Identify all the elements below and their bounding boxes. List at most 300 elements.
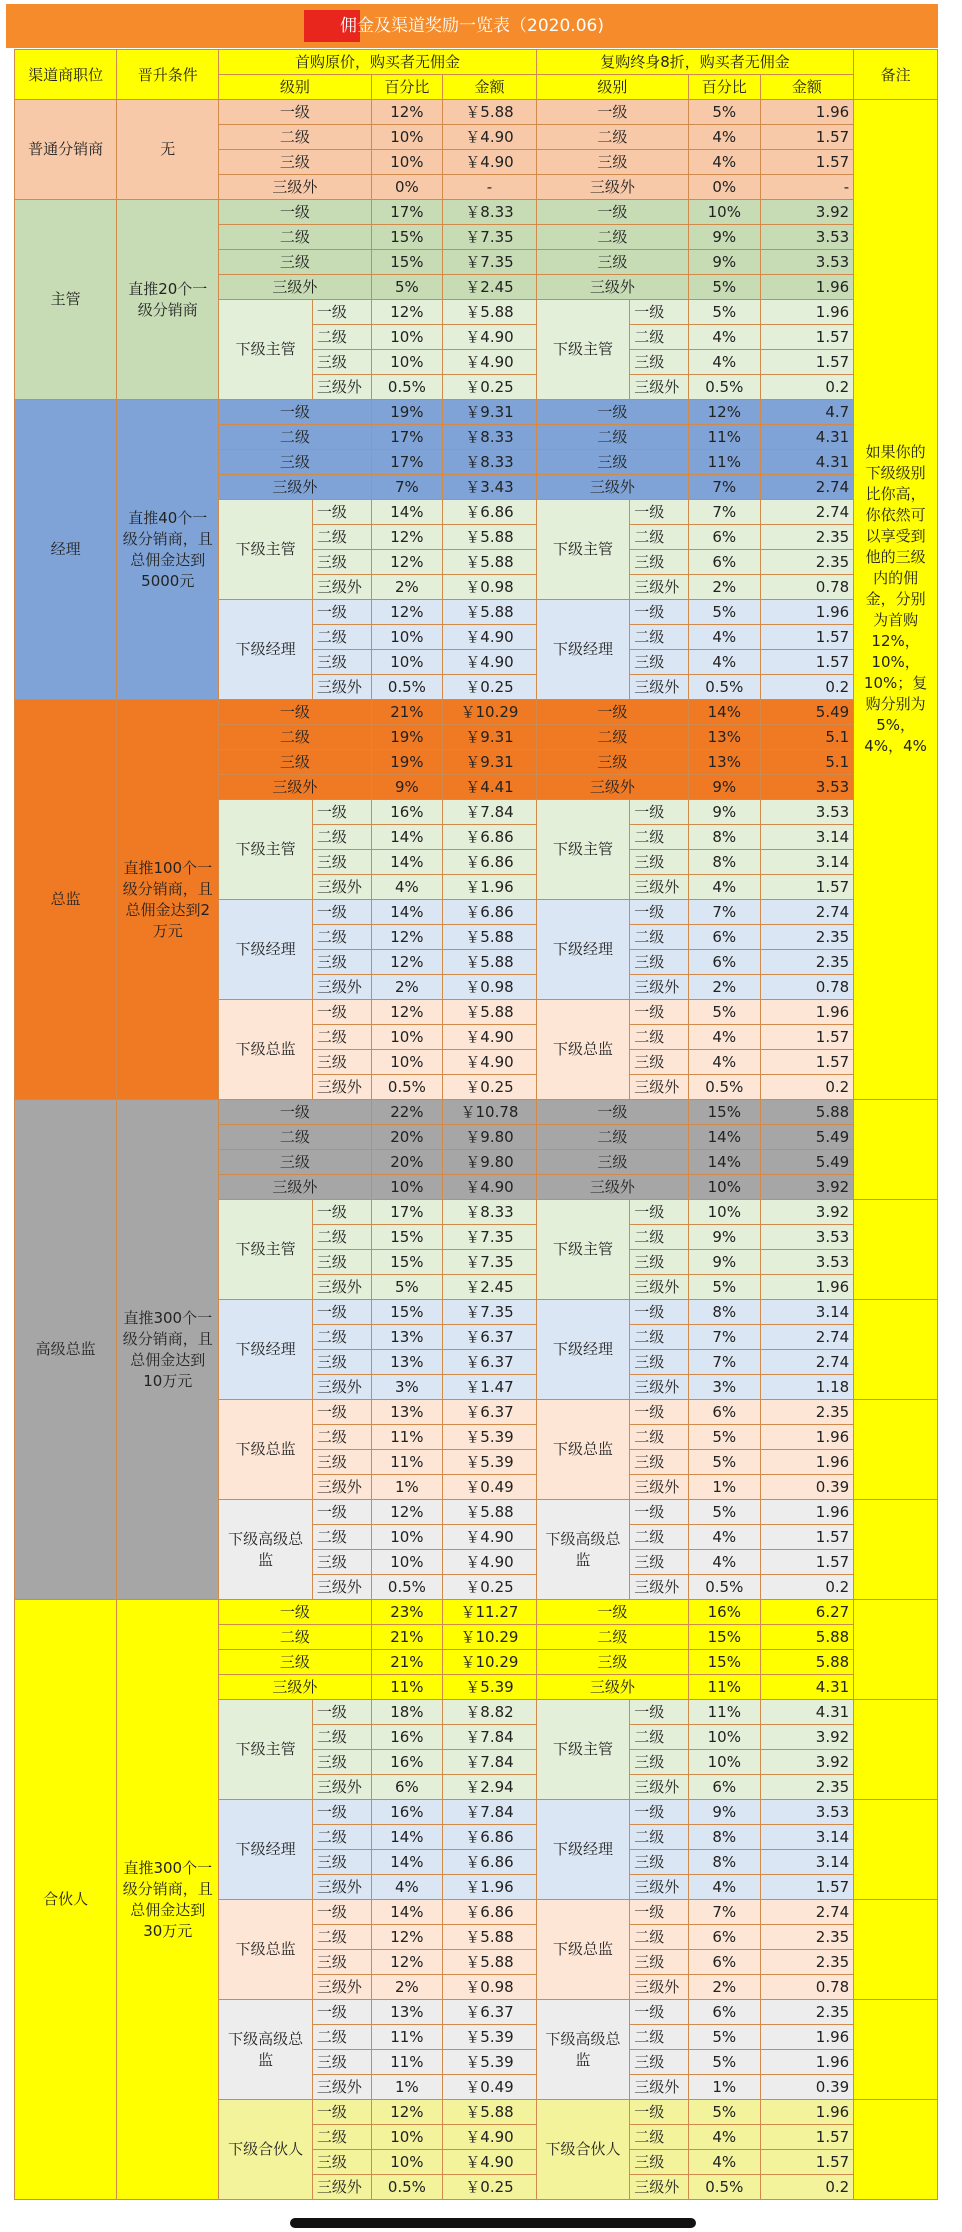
percent-cell: 5% [688, 275, 760, 300]
level-cell: 二级 [219, 425, 371, 450]
percent-cell: 7% [688, 1900, 760, 1925]
percent-cell: 10% [371, 1550, 443, 1575]
percent-cell: 21% [371, 1650, 443, 1675]
percent-cell: 11% [371, 1675, 443, 1700]
level-cell: 三级外 [219, 1175, 371, 1200]
amount-cell: ￥10.78 [443, 1100, 537, 1125]
percent-cell: 7% [371, 475, 443, 500]
percent-cell: 0.5% [688, 1075, 760, 1100]
percent-cell: 4% [688, 125, 760, 150]
percent-cell: 7% [688, 1325, 760, 1350]
amount-cell: ￥7.84 [443, 1750, 537, 1775]
level-cell: 三级 [630, 650, 689, 675]
header-amount-first: 金额 [443, 75, 537, 100]
amount-cell: 1.96 [760, 1450, 854, 1475]
percent-cell: 13% [371, 2000, 443, 2025]
amount-cell: ￥0.25 [443, 375, 537, 400]
percent-cell: 10% [688, 200, 760, 225]
percent-cell: 10% [371, 2125, 443, 2150]
level-cell: 二级 [312, 525, 371, 550]
amount-cell: 3.14 [760, 1850, 854, 1875]
percent-cell: 12% [371, 1950, 443, 1975]
amount-cell: 1.96 [760, 2050, 854, 2075]
amount-cell: ￥7.35 [443, 1250, 537, 1275]
percent-cell: 0.5% [371, 675, 443, 700]
level-cell: 三级 [536, 450, 688, 475]
level-cell: 三级外 [630, 1875, 689, 1900]
sub-level-label: 下级总监 [219, 1400, 312, 1500]
amount-cell: 1.57 [760, 125, 854, 150]
percent-cell: 4% [688, 1050, 760, 1075]
level-cell: 一级 [630, 300, 689, 325]
promotion-condition: 直推300个一级分销商，且总佣金达到30万元 [117, 1600, 219, 2200]
level-cell: 二级 [536, 425, 688, 450]
amount-cell: ￥4.41 [443, 775, 537, 800]
percent-cell: 13% [371, 1350, 443, 1375]
percent-cell: 11% [371, 2050, 443, 2075]
amount-cell: 3.14 [760, 1300, 854, 1325]
channel-name: 普通分销商 [15, 100, 117, 200]
level-cell: 一级 [219, 1100, 371, 1125]
amount-cell: 1.57 [760, 2125, 854, 2150]
percent-cell: 14% [371, 1900, 443, 1925]
level-cell: 一级 [219, 100, 371, 125]
percent-cell: 13% [688, 725, 760, 750]
level-cell: 二级 [630, 1725, 689, 1750]
percent-cell: 14% [688, 1150, 760, 1175]
level-cell: 二级 [630, 1425, 689, 1450]
amount-cell: 2.74 [760, 1350, 854, 1375]
amount-cell: ￥2.45 [443, 1275, 537, 1300]
level-cell: 三级外 [312, 1475, 371, 1500]
amount-cell: ￥0.49 [443, 1475, 537, 1500]
percent-cell: 4% [688, 1525, 760, 1550]
percent-cell: 7% [688, 900, 760, 925]
amount-cell: 3.14 [760, 825, 854, 850]
sub-level-label: 下级高级总监 [219, 2000, 312, 2100]
amount-cell: ￥6.86 [443, 500, 537, 525]
amount-cell: ￥0.25 [443, 1075, 537, 1100]
promotion-condition: 直推300个一级分销商，且总佣金达到10万元 [117, 1100, 219, 1600]
percent-cell: 4% [371, 875, 443, 900]
percent-cell: 5% [688, 1500, 760, 1525]
sub-level-label: 下级总监 [536, 1400, 629, 1500]
percent-cell: 2% [371, 575, 443, 600]
amount-cell: ￥11.27 [443, 1600, 537, 1625]
amount-cell: 0.2 [760, 1575, 854, 1600]
amount-cell: 2.74 [760, 475, 854, 500]
header-row-top [15, 50, 938, 75]
level-cell: 一级 [312, 1000, 371, 1025]
amount-cell: 3.14 [760, 1825, 854, 1850]
percent-cell: 6% [688, 525, 760, 550]
percent-cell: 11% [688, 1700, 760, 1725]
percent-cell: 1% [688, 2075, 760, 2100]
percent-cell: 11% [688, 450, 760, 475]
percent-cell: 21% [371, 700, 443, 725]
sub-level-label: 下级经理 [219, 900, 312, 1000]
percent-cell: 12% [371, 600, 443, 625]
percent-cell: 14% [371, 825, 443, 850]
percent-cell: 15% [371, 1300, 443, 1325]
level-cell: 二级 [630, 2025, 689, 2050]
level-cell: 三级外 [312, 1275, 371, 1300]
level-cell: 三级 [312, 1550, 371, 1575]
amount-cell: ￥7.84 [443, 1800, 537, 1825]
amount-cell: - [443, 175, 537, 200]
level-cell: 三级 [312, 1350, 371, 1375]
level-cell: 三级外 [312, 1075, 371, 1100]
percent-cell: 3% [688, 1375, 760, 1400]
amount-cell: 3.53 [760, 775, 854, 800]
amount-cell: ￥4.90 [443, 350, 537, 375]
level-cell: 一级 [312, 1300, 371, 1325]
note-empty-cell [854, 2000, 938, 2100]
amount-cell: 4.31 [760, 450, 854, 475]
percent-cell: 5% [688, 2100, 760, 2125]
percent-cell: 0.5% [688, 675, 760, 700]
amount-cell: 5.49 [760, 700, 854, 725]
amount-cell: 1.96 [760, 1275, 854, 1300]
amount-cell: ￥9.80 [443, 1125, 537, 1150]
amount-cell: 0.2 [760, 675, 854, 700]
level-cell: 三级 [630, 350, 689, 375]
level-cell: 三级外 [219, 775, 371, 800]
level-cell: 三级 [312, 550, 371, 575]
level-cell: 一级 [312, 2000, 371, 2025]
percent-cell: 10% [371, 325, 443, 350]
level-cell: 三级外 [219, 175, 371, 200]
percent-cell: 8% [688, 1825, 760, 1850]
amount-cell: ￥5.88 [443, 2100, 537, 2125]
level-cell: 二级 [630, 525, 689, 550]
amount-cell: ￥4.90 [443, 2150, 537, 2175]
level-cell: 三级 [312, 2050, 371, 2075]
note-empty-cell [854, 1200, 938, 1300]
channel-name: 高级总监 [15, 1100, 117, 1600]
note-empty-cell [854, 1600, 938, 1700]
level-cell: 一级 [219, 700, 371, 725]
percent-cell: 4% [688, 875, 760, 900]
amount-cell: ￥4.90 [443, 2125, 537, 2150]
amount-cell: 1.96 [760, 600, 854, 625]
level-cell: 二级 [536, 1625, 688, 1650]
amount-cell: 0.78 [760, 1975, 854, 2000]
level-cell: 三级外 [630, 1575, 689, 1600]
percent-cell: 0.5% [371, 2175, 443, 2200]
percent-cell: 0.5% [688, 1575, 760, 1600]
amount-cell: 1.57 [760, 625, 854, 650]
level-cell: 三级外 [219, 1675, 371, 1700]
level-cell: 三级 [536, 750, 688, 775]
percent-cell: 10% [371, 1175, 443, 1200]
table-row [15, 700, 938, 725]
amount-cell: ￥5.88 [443, 300, 537, 325]
percent-cell: 8% [688, 1300, 760, 1325]
level-cell: 三级 [630, 550, 689, 575]
level-cell: 一级 [219, 1600, 371, 1625]
level-cell: 二级 [219, 1125, 371, 1150]
sub-level-label: 下级总监 [536, 1000, 629, 1100]
level-cell: 一级 [312, 1500, 371, 1525]
level-cell: 三级 [630, 850, 689, 875]
percent-cell: 12% [371, 525, 443, 550]
header-promotion: 晋升条件 [117, 50, 219, 100]
amount-cell: ￥6.86 [443, 850, 537, 875]
percent-cell: 12% [371, 1500, 443, 1525]
amount-cell: 2.35 [760, 525, 854, 550]
level-cell: 三级外 [536, 175, 688, 200]
sub-level-label: 下级合伙人 [219, 2100, 312, 2200]
level-cell: 一级 [312, 1800, 371, 1825]
level-cell: 一级 [630, 900, 689, 925]
amount-cell: ￥5.88 [443, 550, 537, 575]
level-cell: 三级 [630, 1350, 689, 1375]
sub-level-label: 下级经理 [536, 600, 629, 700]
header-level-first: 级别 [219, 75, 371, 100]
amount-cell: ￥8.82 [443, 1700, 537, 1725]
percent-cell: 4% [688, 650, 760, 675]
level-cell: 三级外 [630, 1475, 689, 1500]
sub-level-label: 下级经理 [536, 1800, 629, 1900]
level-cell: 二级 [312, 1225, 371, 1250]
level-cell: 三级 [312, 1050, 371, 1075]
percent-cell: 16% [371, 800, 443, 825]
percent-cell: 9% [688, 800, 760, 825]
amount-cell: 4.31 [760, 1675, 854, 1700]
level-cell: 一级 [630, 2100, 689, 2125]
percent-cell: 19% [371, 400, 443, 425]
sub-level-label: 下级主管 [219, 500, 312, 600]
header-first-purchase: 首购原价，购买者无佣金 [219, 50, 536, 75]
percent-cell: 16% [371, 1800, 443, 1825]
level-cell: 二级 [630, 325, 689, 350]
amount-cell: ￥0.25 [443, 1575, 537, 1600]
percent-cell: 10% [371, 1025, 443, 1050]
percent-cell: 12% [371, 300, 443, 325]
amount-cell: 1.57 [760, 2150, 854, 2175]
amount-cell: 1.57 [760, 1525, 854, 1550]
percent-cell: 9% [688, 250, 760, 275]
level-cell: 三级外 [312, 1375, 371, 1400]
note-empty-cell [854, 1300, 938, 1400]
percent-cell: 12% [371, 1925, 443, 1950]
percent-cell: 6% [688, 1950, 760, 1975]
level-cell: 三级外 [312, 675, 371, 700]
level-cell: 二级 [536, 225, 688, 250]
level-cell: 三级 [219, 1150, 371, 1175]
level-cell: 一级 [630, 1700, 689, 1725]
level-cell: 三级 [312, 1950, 371, 1975]
level-cell: 二级 [219, 125, 371, 150]
amount-cell: 1.57 [760, 350, 854, 375]
percent-cell: 4% [688, 2150, 760, 2175]
level-cell: 一级 [312, 600, 371, 625]
amount-cell: 1.96 [760, 1500, 854, 1525]
note-empty-cell [854, 1400, 938, 1500]
level-cell: 三级 [630, 1050, 689, 1075]
level-cell: 一级 [536, 1100, 688, 1125]
amount-cell: ￥4.90 [443, 625, 537, 650]
percent-cell: 16% [371, 1750, 443, 1775]
amount-cell: 2.35 [760, 1400, 854, 1425]
amount-cell: 1.57 [760, 875, 854, 900]
amount-cell: 1.57 [760, 650, 854, 675]
percent-cell: 21% [371, 1625, 443, 1650]
channel-name: 主管 [15, 200, 117, 400]
amount-cell: ￥7.35 [443, 250, 537, 275]
sub-level-label: 下级经理 [219, 600, 312, 700]
percent-cell: 4% [688, 1875, 760, 1900]
percent-cell: 13% [371, 1325, 443, 1350]
amount-cell: 1.96 [760, 1425, 854, 1450]
percent-cell: 15% [688, 1625, 760, 1650]
level-cell: 二级 [630, 1325, 689, 1350]
amount-cell: ￥0.98 [443, 575, 537, 600]
commission-table-body [15, 50, 938, 2200]
table-row [15, 400, 938, 425]
level-cell: 二级 [630, 1025, 689, 1050]
amount-cell: 1.96 [760, 2100, 854, 2125]
percent-cell: 5% [688, 1000, 760, 1025]
level-cell: 二级 [312, 825, 371, 850]
percent-cell: 5% [688, 1450, 760, 1475]
amount-cell: 2.74 [760, 500, 854, 525]
level-cell: 一级 [312, 2100, 371, 2125]
percent-cell: 6% [688, 550, 760, 575]
amount-cell: ￥5.39 [443, 1450, 537, 1475]
amount-cell: 1.57 [760, 1050, 854, 1075]
level-cell: 三级 [536, 1650, 688, 1675]
amount-cell: ￥6.37 [443, 1400, 537, 1425]
amount-cell: 1.96 [760, 1000, 854, 1025]
sub-level-label: 下级经理 [536, 900, 629, 1000]
amount-cell: ￥10.29 [443, 700, 537, 725]
amount-cell: ￥2.45 [443, 275, 537, 300]
level-cell: 三级 [630, 1950, 689, 1975]
percent-cell: 17% [371, 425, 443, 450]
amount-cell: 1.57 [760, 1025, 854, 1050]
amount-cell: 3.92 [760, 1175, 854, 1200]
amount-cell: ￥7.84 [443, 1725, 537, 1750]
amount-cell: ￥4.90 [443, 1025, 537, 1050]
amount-cell: 2.74 [760, 1900, 854, 1925]
percent-cell: 10% [688, 1750, 760, 1775]
percent-cell: 0.5% [688, 375, 760, 400]
percent-cell: 1% [371, 1475, 443, 1500]
channel-name: 经理 [15, 400, 117, 700]
amount-cell: ￥10.29 [443, 1650, 537, 1675]
level-cell: 三级 [630, 2050, 689, 2075]
level-cell: 三级外 [630, 2075, 689, 2100]
amount-cell: ￥5.88 [443, 1925, 537, 1950]
percent-cell: 14% [371, 500, 443, 525]
amount-cell: 3.53 [760, 225, 854, 250]
percent-cell: 5% [688, 1425, 760, 1450]
level-cell: 三级外 [312, 375, 371, 400]
percent-cell: 4% [688, 150, 760, 175]
level-cell: 三级外 [630, 575, 689, 600]
percent-cell: 7% [688, 1350, 760, 1375]
level-cell: 一级 [630, 500, 689, 525]
level-cell: 三级 [312, 650, 371, 675]
amount-cell: ￥5.88 [443, 925, 537, 950]
header-level-repurchase: 级别 [536, 75, 688, 100]
level-cell: 一级 [630, 1300, 689, 1325]
amount-cell: 4.31 [760, 425, 854, 450]
amount-cell: ￥5.88 [443, 950, 537, 975]
level-cell: 三级外 [312, 1875, 371, 1900]
sub-level-label: 下级主管 [219, 1700, 312, 1800]
percent-cell: 16% [688, 1600, 760, 1625]
percent-cell: 5% [688, 1275, 760, 1300]
percent-cell: 9% [688, 225, 760, 250]
sub-level-label: 下级高级总监 [536, 2000, 629, 2100]
note-text: 如果你的下级级别比你高，你依然可以享受到他的三级内的佣金，分别为首购12%，10%，10%；复购分别为5%，4%，4% [854, 100, 938, 1100]
table-row [15, 100, 938, 125]
amount-cell: ￥8.33 [443, 450, 537, 475]
percent-cell: 10% [371, 1050, 443, 1075]
percent-cell: 1% [688, 1475, 760, 1500]
amount-cell: ￥5.88 [443, 1500, 537, 1525]
level-cell: 三级 [219, 750, 371, 775]
amount-cell: 4.31 [760, 1700, 854, 1725]
sheet-title: 佣金及渠道奖励一览表（2020.06) [340, 16, 604, 36]
level-cell: 二级 [630, 925, 689, 950]
level-cell: 一级 [630, 1900, 689, 1925]
level-cell: 一级 [312, 1400, 371, 1425]
amount-cell: 5.88 [760, 1625, 854, 1650]
sub-level-label: 下级主管 [219, 800, 312, 900]
level-cell: 一级 [630, 1000, 689, 1025]
amount-cell: 0.2 [760, 1075, 854, 1100]
commission-table [14, 49, 938, 2200]
level-cell: 三级外 [312, 1575, 371, 1600]
amount-cell: ￥2.94 [443, 1775, 537, 1800]
percent-cell: 9% [688, 775, 760, 800]
level-cell: 三级 [536, 1150, 688, 1175]
percent-cell: 11% [688, 1675, 760, 1700]
level-cell: 二级 [536, 725, 688, 750]
percent-cell: 14% [371, 850, 443, 875]
amount-cell: 2.35 [760, 950, 854, 975]
level-cell: 三级 [312, 1450, 371, 1475]
level-cell: 三级 [312, 2150, 371, 2175]
level-cell: 三级 [536, 150, 688, 175]
level-cell: 三级 [312, 1750, 371, 1775]
sub-level-label: 下级合伙人 [536, 2100, 629, 2200]
amount-cell: ￥4.90 [443, 325, 537, 350]
percent-cell: 6% [688, 925, 760, 950]
level-cell: 一级 [630, 800, 689, 825]
level-cell: 二级 [219, 225, 371, 250]
level-cell: 三级外 [312, 2075, 371, 2100]
amount-cell: 5.1 [760, 750, 854, 775]
percent-cell: 17% [371, 1200, 443, 1225]
amount-cell: 1.96 [760, 100, 854, 125]
amount-cell: 1.96 [760, 300, 854, 325]
header-percent-repurchase: 百分比 [688, 75, 760, 100]
level-cell: 二级 [312, 1025, 371, 1050]
sub-level-label: 下级经理 [536, 1300, 629, 1400]
amount-cell: 2.35 [760, 2000, 854, 2025]
note-empty-cell [854, 1500, 938, 1600]
level-cell: 一级 [630, 2000, 689, 2025]
amount-cell: ￥5.88 [443, 1000, 537, 1025]
amount-cell: 0.78 [760, 975, 854, 1000]
amount-cell: 3.14 [760, 850, 854, 875]
percent-cell: 4% [688, 350, 760, 375]
